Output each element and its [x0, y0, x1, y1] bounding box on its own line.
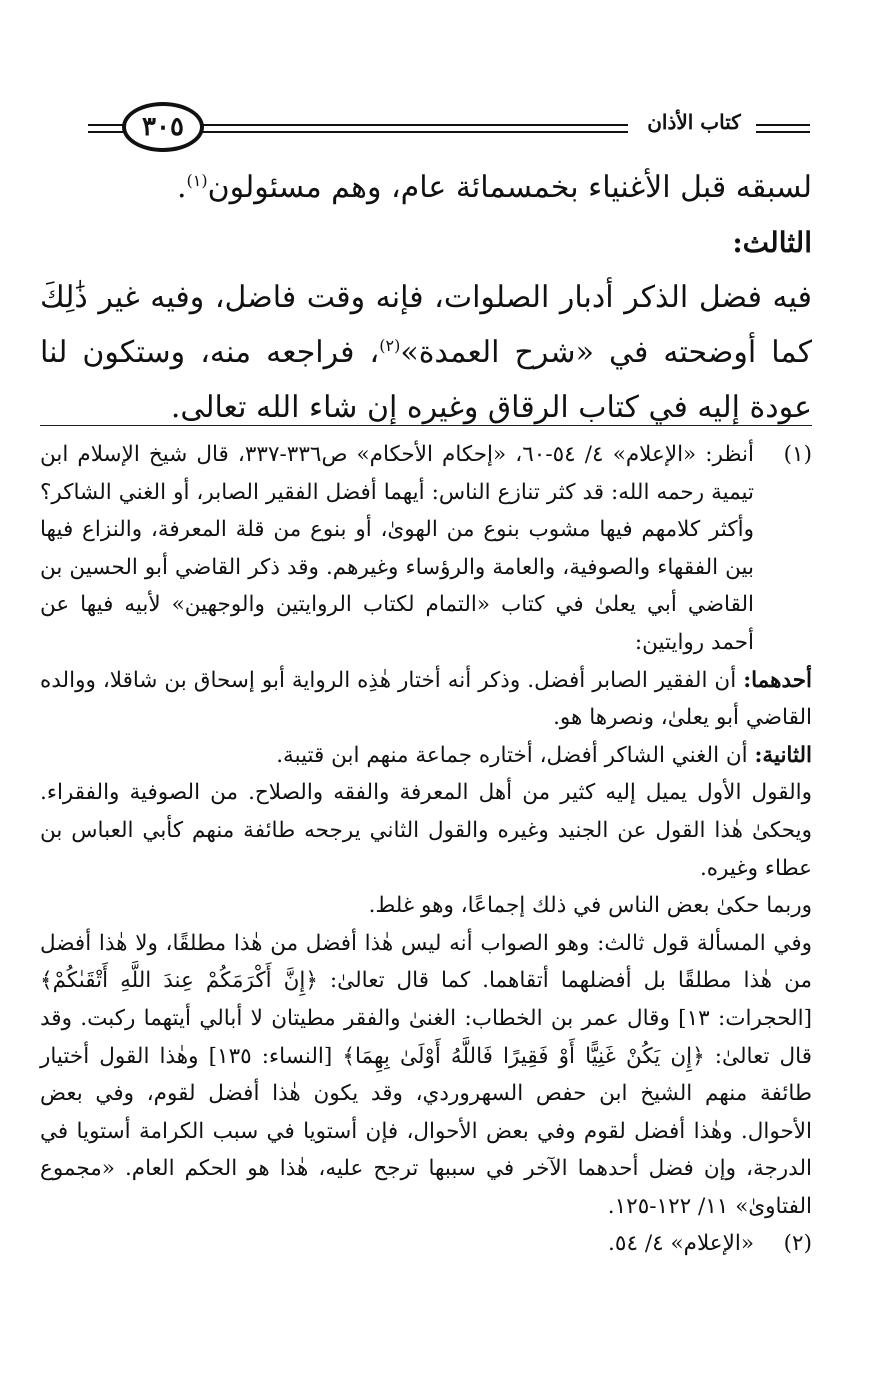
footnote-label: الثانية:	[754, 742, 812, 768]
main-paragraph	[40, 160, 812, 215]
header-rule	[198, 124, 628, 126]
main-text-span: .	[176, 170, 187, 205]
footnote-separator	[40, 425, 812, 426]
footnote-number: (٢)	[783, 1231, 812, 1257]
main-text	[40, 160, 812, 435]
footnote-1	[40, 436, 812, 1225]
footnote-number: (١)	[783, 442, 812, 467]
footnote-ref: (٢)	[379, 336, 401, 355]
footnote-2	[40, 1225, 812, 1263]
main-text-span: فيه فضل الذكر أدبار الصلوات، فإنه وقت فاضل، وفيه غير ذَٰلِكَ كما أوضحته في «شرح العمدة»	[40, 280, 813, 370]
footnote-paragraph: وربما حكىٰ بعض الناس في ذلك إجماعًا، وهو غلط.	[368, 893, 812, 919]
page-number: ٣٠٥	[122, 102, 204, 152]
main-text-span: ، فراجعه منه، وستكون لنا عودة إليه في كتاب الرقاق وغيره إن شاء الله تعالى.	[40, 335, 812, 425]
footnote-paragraph: أنظر: «الإعلام» ٤/ ٥٤-٦٠، «إحكام الأحكام» ص٣٣٦-٣٣٧، قال شيخ الإسلام ابن تيمية رحمه الله: قد كثر تنازع الناس: أيهما أفضل الفقير الصابر، أو الغني الشاكر؟ وأكثر كلامهم فيها مشوب بنوع من الهوىٰ، أو بنوع من قلة المعرفة، والنزاع فيها بين الفقهاء والصوفية، والعامة والرؤساء وغيرهم. وقد ذكر القاضي أبو الحسين بن القاضي أبي يعلىٰ في كتاب «التمام لكتاب الروايتين والوجهين» لأبيه فيها عن أحمد روايتين:	[40, 442, 755, 655]
footnote-paragraph	[40, 662, 812, 737]
footnote-paragraph: وفي المسألة قول ثالث: وهو الصواب أنه ليس هٰذا أفضل من هٰذا مطلقًا، ولا هٰذا أفضل من هٰذا مطلقًا بل أفضلهما أتقاهما. كما قال تعالىٰ: ﴿إِنَّ أَكْرَمَكُمْ عِندَ اللَّهِ أَتْقَىٰكُمْ﴾ [الحجرات: ١٣] وقال عمر بن الخطاب: الغنىٰ والفقر مطيتان لا أبالي أيتهما ركبت. وقد قال تعالىٰ: ﴿إِن يَكُنْ غَنِيًّا أَوْ فَقِيرًا فَاللَّهُ أَوْلَىٰ بِهِمَا﴾ [النساء: ١٣٥] وهٰذا القول أختيار طائفة منهم الشيخ ابن حفص السهروردي، وقد يكون هٰذا أفضل لقوم، وفي بعض الأحوال. وهٰذا أفضل لقوم وفي بعض الأحوال، فإن أستويا في سبب الكرامة أستويا في الدرجة، وإن فضل أحدهما الآخر في سببها ترجح عليه، هٰذا هو الحكم العام. «مجموع الفتاوىٰ» ١١/ ١٢٢-١٢٥.	[40, 930, 812, 1219]
footnote-label: أحدهما:	[743, 667, 812, 693]
main-text-span: لسبقه قبل الأغنياء بخمسمائة عام، وهم مسئولون	[207, 170, 812, 205]
footnote-paragraph: «الإعلام» ٤/ ٥٤.	[608, 1231, 754, 1257]
header-rule	[198, 131, 628, 133]
footnote-paragraph	[40, 737, 812, 775]
main-paragraph	[40, 270, 812, 435]
footnote-text: أن الغني الشاكر أفضل، أختاره جماعة منهم ابن قتيبة.	[276, 742, 755, 768]
footnote-text: أن الفقير الصابر أفضل. وذكر أنه أختار هٰذِه الرواية أبو إسحاق بن شاقلا، ووالده القاضي أبو يعلىٰ، ونصرها هو.	[40, 667, 812, 731]
footnote-paragraph: والقول الأول يميل إليه كثير من أهل المعرفة والفقه والصلاح. من الصوفية والفقراء. ويحكىٰ هٰذا القول عن الجنيد وغيره والقول الثاني يرجحه طائفة منهم كأبي العباس بن عطاء وغيره.	[40, 780, 812, 881]
footnotes	[40, 436, 812, 1263]
footnote-ref: (١)	[186, 171, 208, 190]
header-rule	[756, 124, 810, 126]
section-heading: الثالث:	[732, 226, 812, 259]
page-header	[88, 100, 810, 158]
chapter-title: كتاب الأذان	[647, 110, 741, 134]
header-rule	[756, 131, 810, 133]
